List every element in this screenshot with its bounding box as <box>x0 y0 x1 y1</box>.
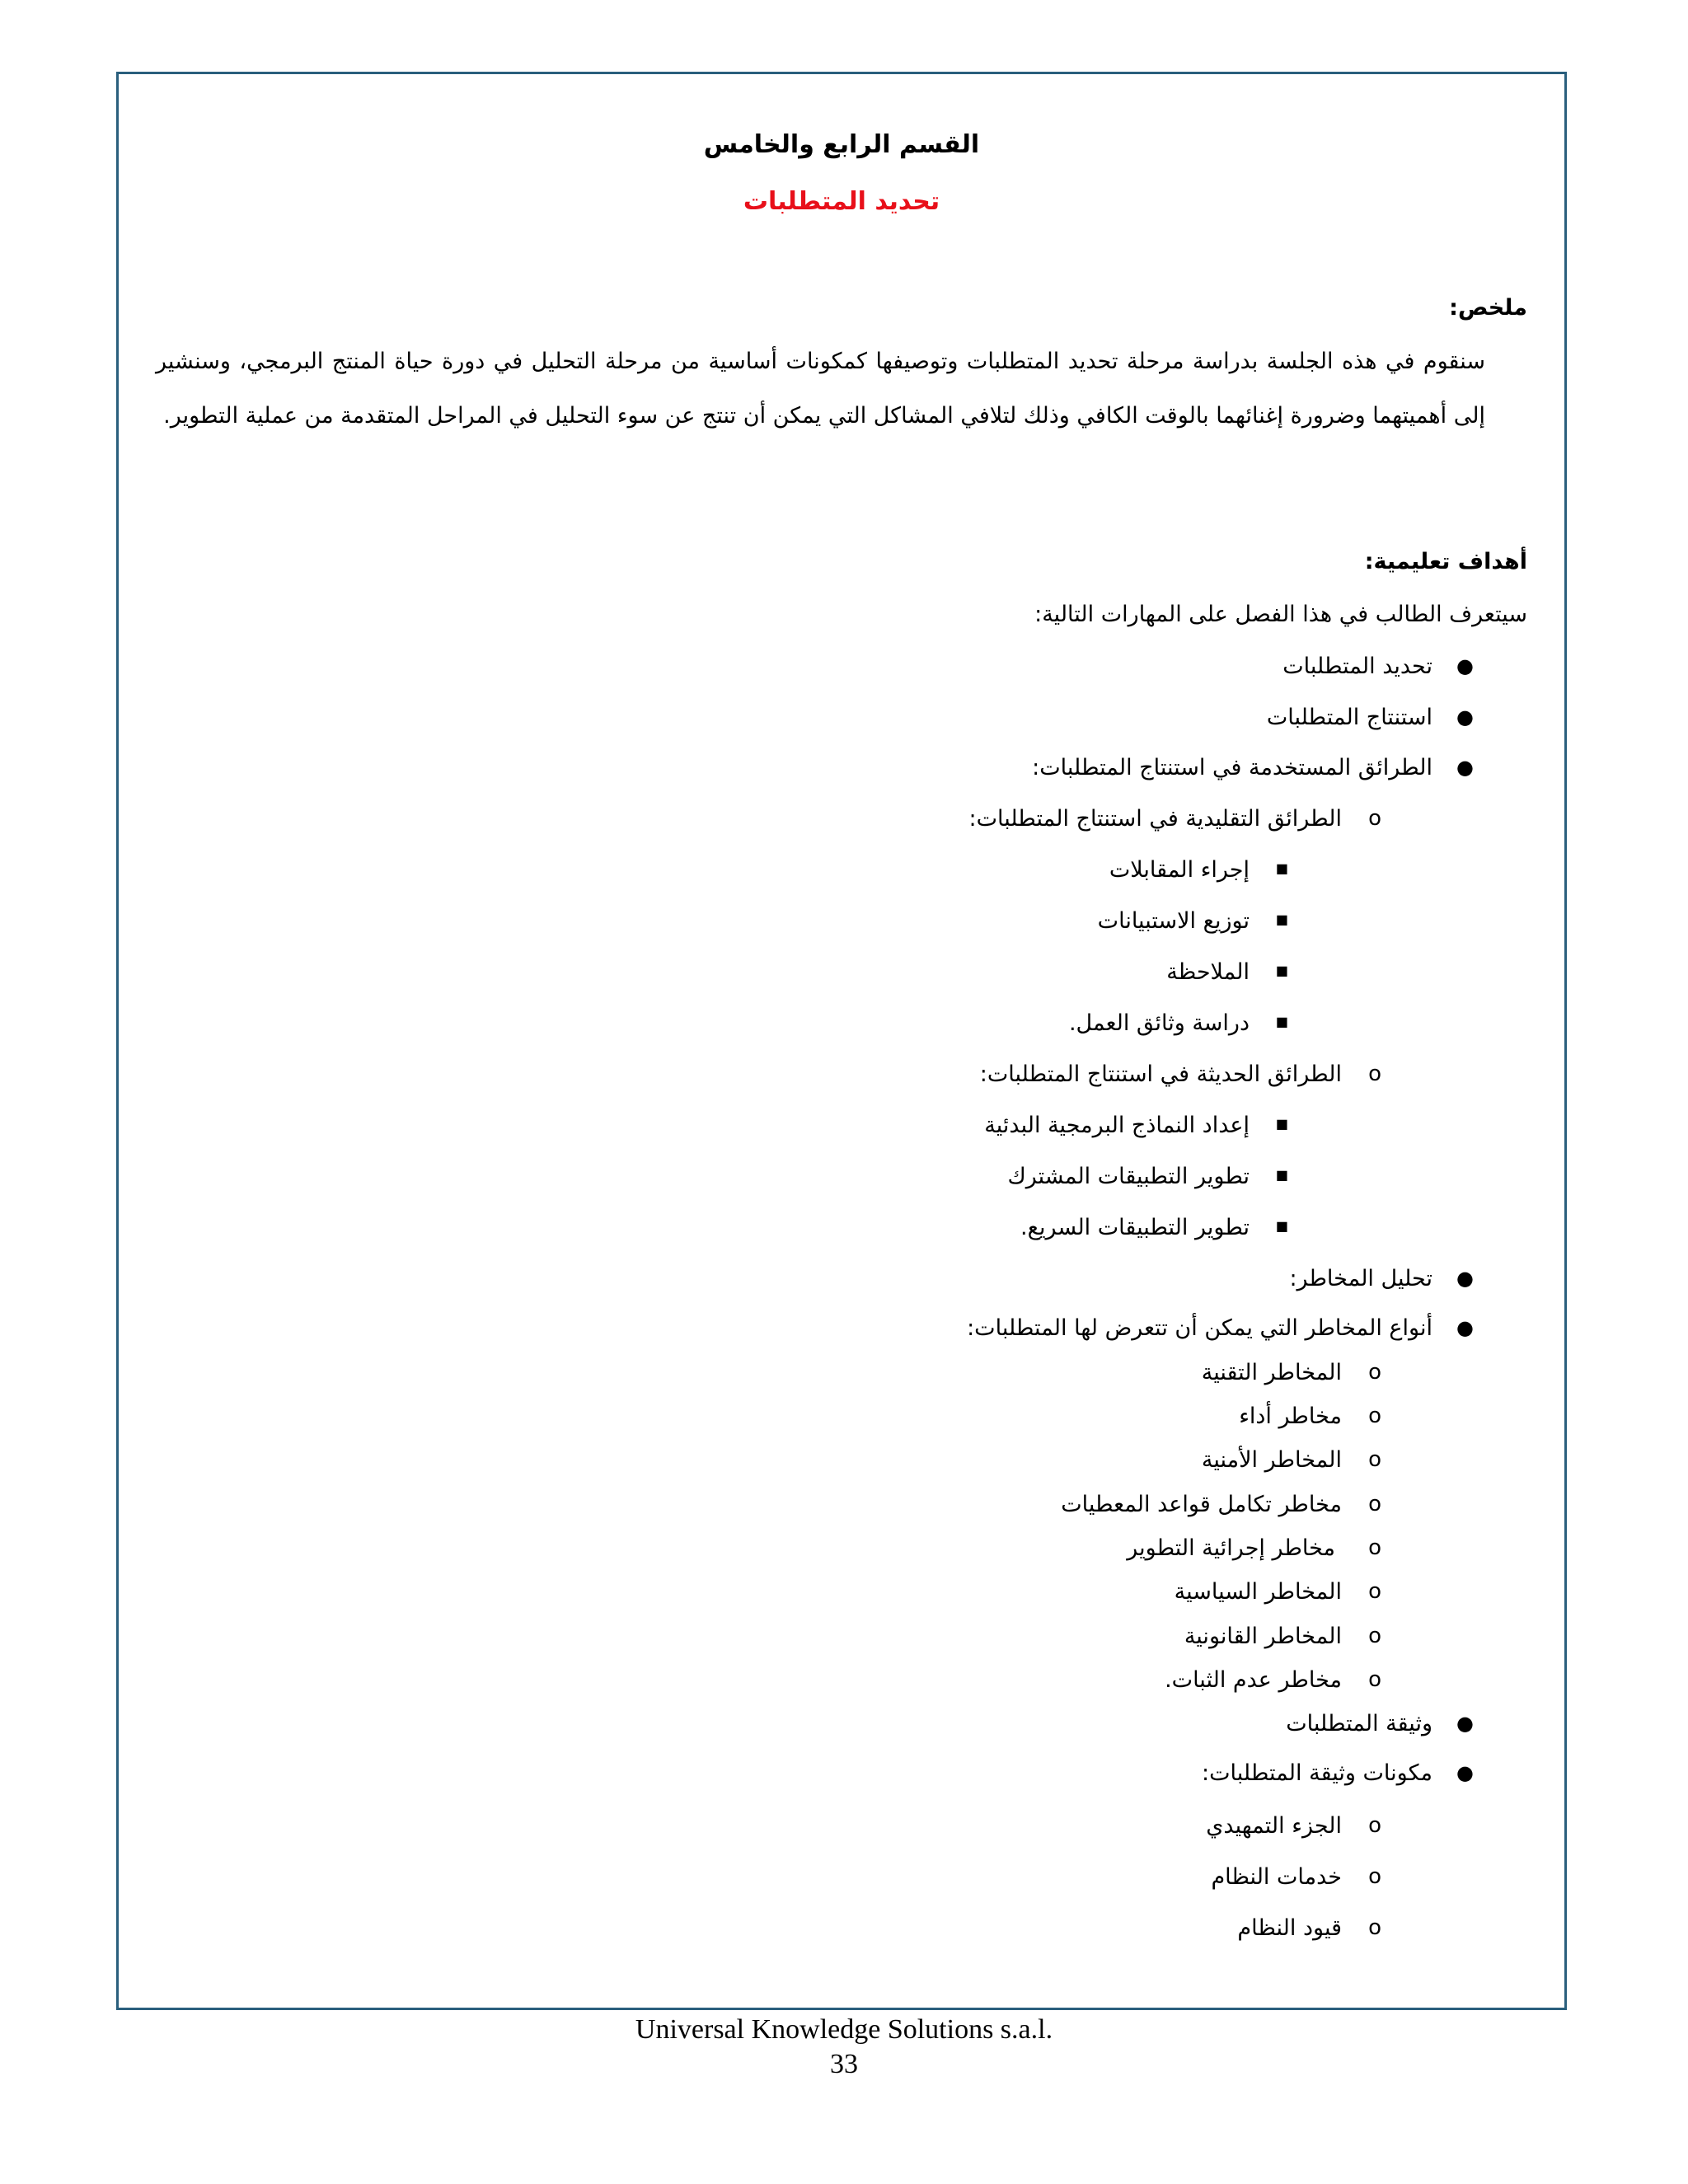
square-bullet-icon: ■ <box>1275 963 1288 978</box>
list-item-text: قيود النظام <box>1237 1915 1342 1941</box>
bullet-icon: ● <box>1456 705 1474 729</box>
list-item <box>1237 1915 1381 1941</box>
objectives-intro: سيتعرف الطالب في هذا الفصل على المهارات التالية: <box>1034 602 1527 627</box>
list-item <box>1211 1864 1381 1890</box>
circle-bullet-icon: o <box>1368 1864 1381 1889</box>
list-item-text: أنواع المخاطر التي يمكن أن تتعرض لها المتطلبات: <box>967 1315 1432 1341</box>
square-bullet-icon: ■ <box>1275 1167 1288 1183</box>
page-frame <box>116 72 1567 2010</box>
circle-bullet-icon: o <box>1368 1915 1381 1940</box>
list-item-text: إجراء المقابلات <box>1109 857 1250 883</box>
circle-bullet-icon: o <box>1368 1492 1381 1516</box>
list-item <box>1020 1215 1288 1240</box>
summary-heading: ملخص: <box>1449 295 1527 321</box>
list-item-text: المخاطر السياسية <box>1174 1579 1342 1605</box>
bullet-icon: ● <box>1456 1712 1474 1735</box>
summary-paragraph: سنقوم في هذه الجلسة بدراسة مرحلة تحديد المتطلبات وتوصيفها كمكونات أساسية من مرحلة التحليل في دورة حياة المنتج البرمجي، وسنشير إلى أهميتهما وضرورة إغنائهما بالوقت الكافي وذلك لتلافي المشاكل التي يمكن أن تنتج عن سوء التحليل في المراحل المتقدمة من عملية التطوير. <box>156 349 1485 429</box>
list-item <box>1266 705 1474 730</box>
list-item-text: تحديد المتطلبات <box>1282 654 1432 679</box>
list-item <box>1109 857 1288 883</box>
list-item-text: مخاطر تكامل قواعد المعطيات <box>1061 1492 1342 1517</box>
list-item-text: الجزء التمهيدي <box>1206 1813 1342 1839</box>
square-bullet-icon: ■ <box>1275 1014 1288 1029</box>
bullet-icon: ● <box>1456 1761 1474 1784</box>
list-item-text: تطوير التطبيقات المشترك <box>1007 1164 1250 1189</box>
circle-bullet-icon: o <box>1368 1624 1381 1648</box>
page-number: 33 <box>830 2049 858 2079</box>
objectives-heading: أهداف تعليمية: <box>1364 549 1527 574</box>
list-item <box>1286 1711 1474 1736</box>
page-content <box>119 74 1564 2008</box>
list-item <box>1201 1360 1381 1385</box>
chapter-title: تحديد المتطلبات <box>743 187 940 216</box>
list-item-text: دراسة وثائق العمل. <box>1068 1010 1250 1036</box>
list-item <box>1032 755 1474 780</box>
list-item <box>1202 1760 1474 1786</box>
list-item <box>1097 908 1288 934</box>
bullet-icon: ● <box>1456 1267 1474 1290</box>
list-item <box>1174 1579 1381 1605</box>
circle-bullet-icon: o <box>1368 1813 1381 1838</box>
footer-company: Universal Knowledge Solutions s.a.l. <box>635 2014 1053 2045</box>
bullet-icon: ● <box>1456 756 1474 779</box>
list-item-text: استنتاج المتطلبات <box>1266 705 1432 730</box>
list-item <box>1061 1492 1381 1517</box>
list-item <box>1068 1010 1288 1036</box>
list-item <box>967 1315 1474 1341</box>
list-item-text: الملاحظة <box>1166 959 1250 985</box>
list-item-text: توزيع الاستبيانات <box>1097 908 1250 934</box>
circle-bullet-icon: o <box>1368 1360 1381 1385</box>
circle-bullet-icon: o <box>1368 1579 1381 1604</box>
list-item <box>1184 1624 1381 1649</box>
list-item-text: تطوير التطبيقات السريع. <box>1020 1215 1250 1240</box>
list-item-text: مخاطر إجرائية التطوير <box>1127 1535 1335 1561</box>
list-item <box>1166 959 1288 985</box>
circle-bullet-icon: o <box>1368 806 1381 831</box>
circle-bullet-icon: o <box>1368 1447 1381 1472</box>
list-item-text: المخاطر التقنية <box>1201 1360 1342 1385</box>
list-item-text: مخاطر عدم الثبات. <box>1165 1667 1342 1693</box>
list-item-text: الطرائق التقليدية في استنتاج المتطلبات: <box>968 806 1342 832</box>
list-item <box>1201 1447 1381 1473</box>
circle-bullet-icon: o <box>1368 1667 1381 1692</box>
section-title: القسم الرابع والخامس <box>703 130 980 159</box>
circle-bullet-icon: o <box>1368 1062 1381 1086</box>
square-bullet-icon: ■ <box>1275 1218 1288 1234</box>
list-item <box>1007 1164 1288 1189</box>
bullet-icon: ● <box>1456 654 1474 677</box>
list-item <box>984 1113 1288 1138</box>
list-item <box>1239 1404 1381 1429</box>
list-item-text: المخاطر الأمنية <box>1201 1447 1342 1473</box>
list-item-text: خدمات النظام <box>1211 1864 1342 1890</box>
list-item-text: مكونات وثيقة المتطلبات: <box>1202 1760 1432 1786</box>
list-item-text: وثيقة المتطلبات <box>1286 1711 1432 1736</box>
list-item <box>1206 1813 1381 1839</box>
list-item-text: تحليل المخاطر: <box>1289 1266 1432 1291</box>
circle-bullet-icon: o <box>1368 1535 1381 1560</box>
circle-bullet-icon: o <box>1368 1404 1381 1428</box>
square-bullet-icon: ■ <box>1275 1116 1288 1132</box>
list-item <box>1127 1535 1381 1561</box>
square-bullet-icon: ■ <box>1275 912 1288 927</box>
list-item <box>1282 654 1474 679</box>
list-item-text: الطرائق المستخدمة في استنتاج المتطلبات: <box>1032 755 1432 780</box>
list-item <box>1289 1266 1474 1291</box>
list-item <box>979 1062 1381 1087</box>
square-bullet-icon: ■ <box>1275 860 1288 876</box>
list-item <box>968 806 1381 832</box>
list-item-text: الطرائق الحديثة في استنتاج المتطلبات: <box>979 1062 1342 1087</box>
list-item <box>1165 1667 1381 1693</box>
list-item-text: إعداد النماذج البرمجية البدئية <box>984 1113 1250 1138</box>
list-item-text: المخاطر القانونية <box>1184 1624 1342 1649</box>
list-item-text: مخاطر أداء <box>1239 1404 1342 1429</box>
bullet-icon: ● <box>1456 1316 1474 1339</box>
